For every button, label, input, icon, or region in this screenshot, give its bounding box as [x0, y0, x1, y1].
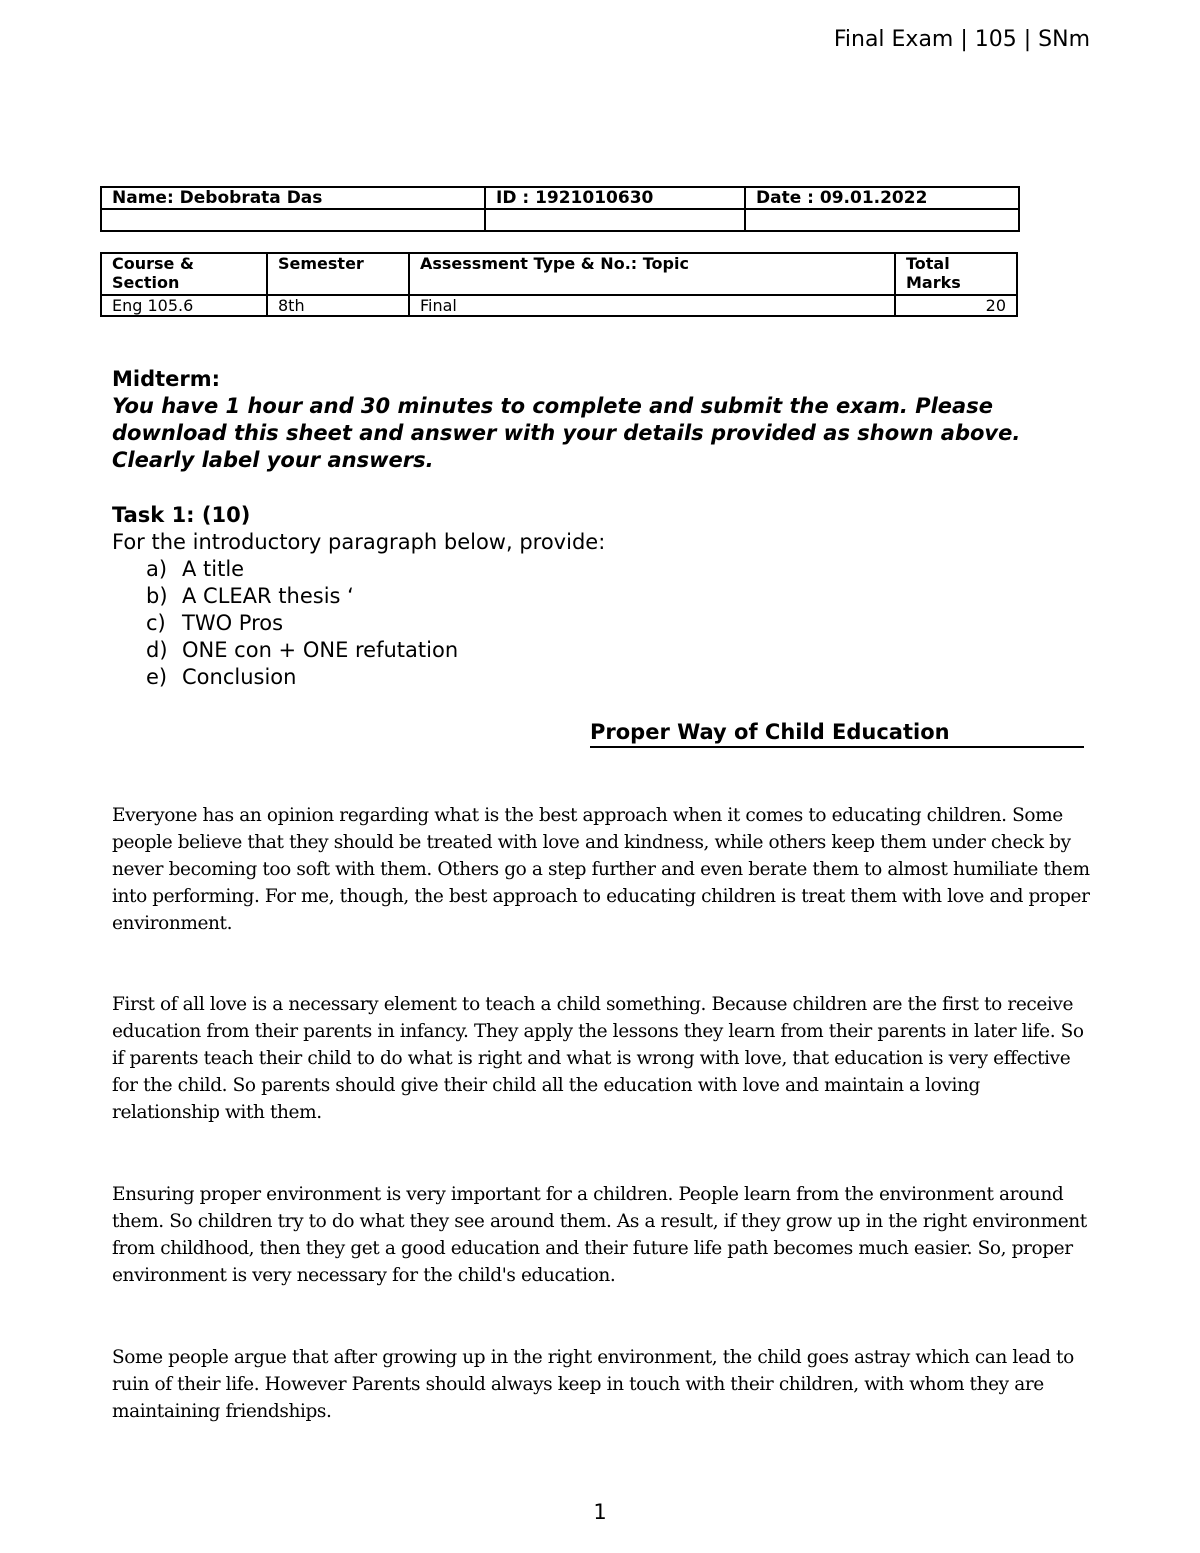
task-list-item: c) TWO Pros: [146, 611, 284, 635]
midterm-heading: Midterm:: [112, 367, 221, 391]
running-header: Final Exam | 105 | SNm: [833, 27, 1090, 52]
task-list-item: b) A CLEAR thesis ‘: [146, 584, 354, 608]
header-course-section: Course & Section: [101, 253, 267, 295]
task-list-item: e) Conclusion: [146, 665, 297, 689]
list-item-text: ONE con + ONE refutation: [182, 638, 459, 662]
value-course-section: Eng 105.6: [101, 295, 267, 316]
task-list-item: a) A title: [146, 557, 245, 581]
page-number: 1: [593, 1500, 607, 1524]
header-assessment-type: Assessment Type & No.: Topic: [409, 253, 895, 295]
student-id-cell: ID : 1921010630: [485, 187, 745, 209]
list-item-text: Conclusion: [182, 665, 297, 689]
midterm-section: [112, 366, 1092, 474]
list-item-text: A CLEAR thesis ‘: [182, 584, 354, 608]
task-list: [112, 556, 1092, 691]
header-total-marks: Total Marks: [895, 253, 1017, 295]
essay-title: Proper Way of Child Education: [590, 719, 1084, 748]
task-heading: Task 1: (10): [112, 503, 251, 527]
essay-paragraph-pro-1: First of all love is a necessary element to teach a child something. Because children are the first to receive education from their parents in infancy. They apply the lessons they learn from their parents in later life. So if parents teach their child to do what is right and what is wrong with love, that education is very effective for the child. So parents should give their child all the education with love and maintain a loving relationship with them.: [112, 994, 1084, 1123]
exam-date-cell: Date : 09.01.2022: [745, 187, 1019, 209]
value-semester: 8th: [267, 295, 409, 316]
student-name-cell: Name: Debobrata Das: [101, 187, 485, 209]
list-item-text: TWO Pros: [182, 611, 284, 635]
essay-paragraph-pro-2: Ensuring proper environment is very important for a children. People learn from the environment around them. So children try to do what they see around them. As a result, if they grow up in the right environment from childhood, then they get a good education and their future life path becomes much easier. So, proper environment is very necessary for the child's education.: [112, 1184, 1087, 1286]
essay-paragraph-intro: Everyone has an opinion regarding what is the best approach when it comes to educating children. Some people believe that they should be treated with love and kindness, while others keep them under check by never becoming too soft with them. Others go a step further and even berate them to almost humiliate them into performing. For me, though, the best approach to educating children is treat them with love and proper environment.: [112, 805, 1090, 934]
empty-cell: [485, 209, 745, 231]
list-item-text: A title: [182, 557, 245, 581]
value-total-marks: 20: [895, 295, 1017, 316]
empty-cell: [101, 209, 485, 231]
student-info-table: [100, 186, 1020, 232]
assessment-table: [100, 252, 1018, 317]
essay-paragraph-con-refutation: Some people argue that after growing up in the right environment, the child goes astray which can lead to ruin of their life. However Parents should always keep in touch with their children, with whom they are maintaining friendships.: [112, 1347, 1074, 1422]
header-semester: Semester: [267, 253, 409, 295]
task-section: [112, 502, 1092, 691]
task-intro: For the introductory paragraph below, provide:: [112, 530, 606, 554]
empty-cell: [745, 209, 1019, 231]
value-assessment-type: Final: [409, 295, 895, 316]
task-list-item: d) ONE con + ONE refutation: [146, 638, 459, 662]
midterm-instructions: You have 1 hour and 30 minutes to complete and submit the exam. Please download this sheet and answer with your details provided as shown above. Clearly label your answers.: [112, 394, 1021, 472]
